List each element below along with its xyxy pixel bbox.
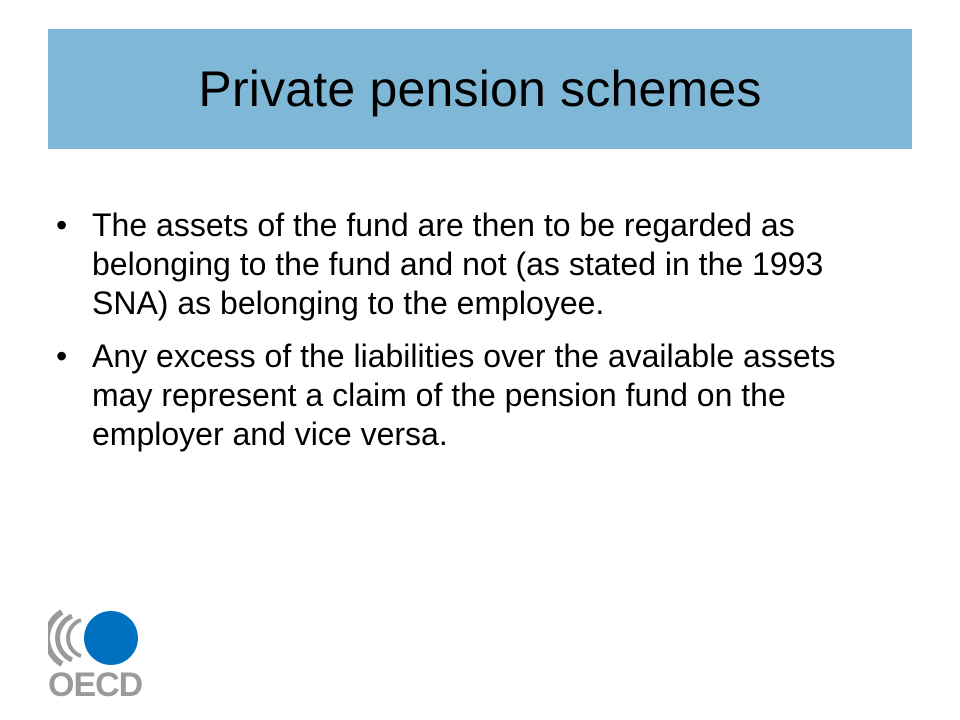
oecd-logo-icon — [48, 608, 144, 672]
title-bar — [48, 29, 912, 149]
logo-arc-inner — [68, 620, 81, 656]
logo-text: OECD — [48, 666, 143, 704]
bullet-list — [56, 206, 896, 468]
bullet-dot-icon: • — [56, 207, 68, 243]
bullet-item — [56, 337, 896, 454]
bullet-item — [56, 206, 896, 323]
bullet-dot-icon: • — [56, 338, 68, 374]
slide-title: Private pension schemes — [198, 61, 762, 117]
bullet-text: Any excess of the liabilities over the available assets may represent a claim of the pension fund on the employer and vice versa. — [92, 338, 836, 452]
oecd-logo — [48, 608, 144, 704]
logo-circle — [84, 611, 138, 665]
bullet-text: The assets of the fund are then to be regarded as belonging to the fund and not (as stated in the 1993 SNA) as belonging to the employee. — [92, 207, 824, 321]
